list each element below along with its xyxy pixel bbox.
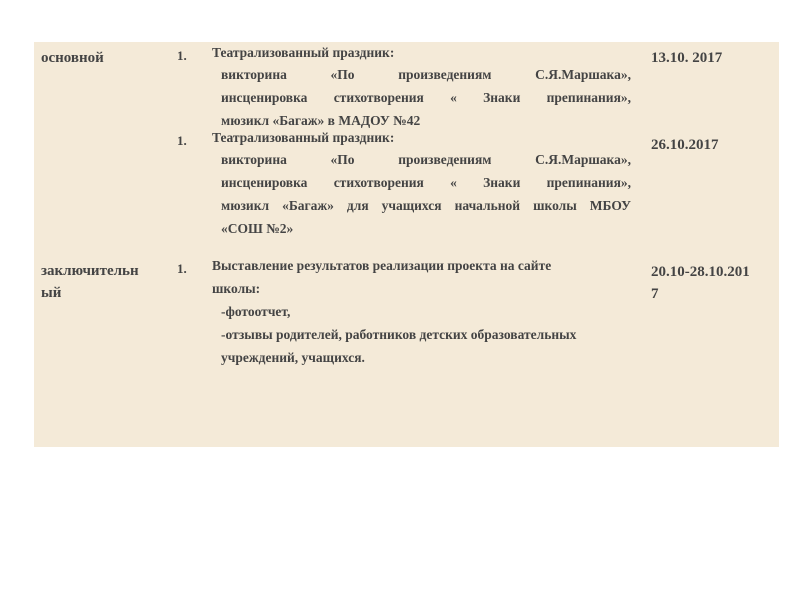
- item-heading: Выставление результатов реализации проекта на сайте: [212, 258, 552, 273]
- date-line: 7: [651, 286, 659, 302]
- item-line: «СОШ №2»: [221, 221, 294, 236]
- event-date: 26.10.2017: [651, 137, 719, 153]
- event-date: 13.10. 2017: [651, 50, 723, 66]
- item-heading: Театрализованный праздник:: [212, 130, 395, 145]
- item-line: -фотоотчет,: [221, 304, 291, 319]
- item-heading: Театрализованный праздник:: [212, 45, 395, 60]
- item-line: мюзикл «Багаж» для учащихся начальной школы МБОУ: [221, 198, 631, 213]
- item-description: [212, 277, 622, 369]
- stage-label-final: [41, 260, 191, 304]
- item-line: школы:: [212, 281, 261, 296]
- item-number: 1.: [177, 261, 187, 276]
- stage-label-line: заключительн: [41, 263, 139, 279]
- stage-label-main: основной: [41, 50, 104, 66]
- item-line: викторина «По произведениям С.Я.Маршака»,: [221, 67, 631, 82]
- item-number: 1.: [177, 133, 187, 148]
- item-line: инсценировка стихотворения « Знаки препинания»,: [221, 90, 631, 105]
- stage-label-line: ый: [41, 285, 62, 301]
- item-description: [221, 63, 631, 132]
- event-date-range: [651, 261, 773, 305]
- item-number: 1.: [177, 48, 187, 63]
- date-line: 20.10-28.10.201: [651, 264, 750, 280]
- item-description: [221, 148, 631, 240]
- table-background: [34, 42, 779, 447]
- item-line: викторина «По произведениям С.Я.Маршака»,: [221, 152, 631, 167]
- item-line: -отзывы родителей, работников детских образовательных: [221, 327, 577, 342]
- item-line: мюзикл «Багаж» в МАДОУ №42: [221, 113, 421, 128]
- item-line: учреждений, учащихся.: [221, 350, 365, 365]
- item-line: инсценировка стихотворения « Знаки препинания»,: [221, 175, 631, 190]
